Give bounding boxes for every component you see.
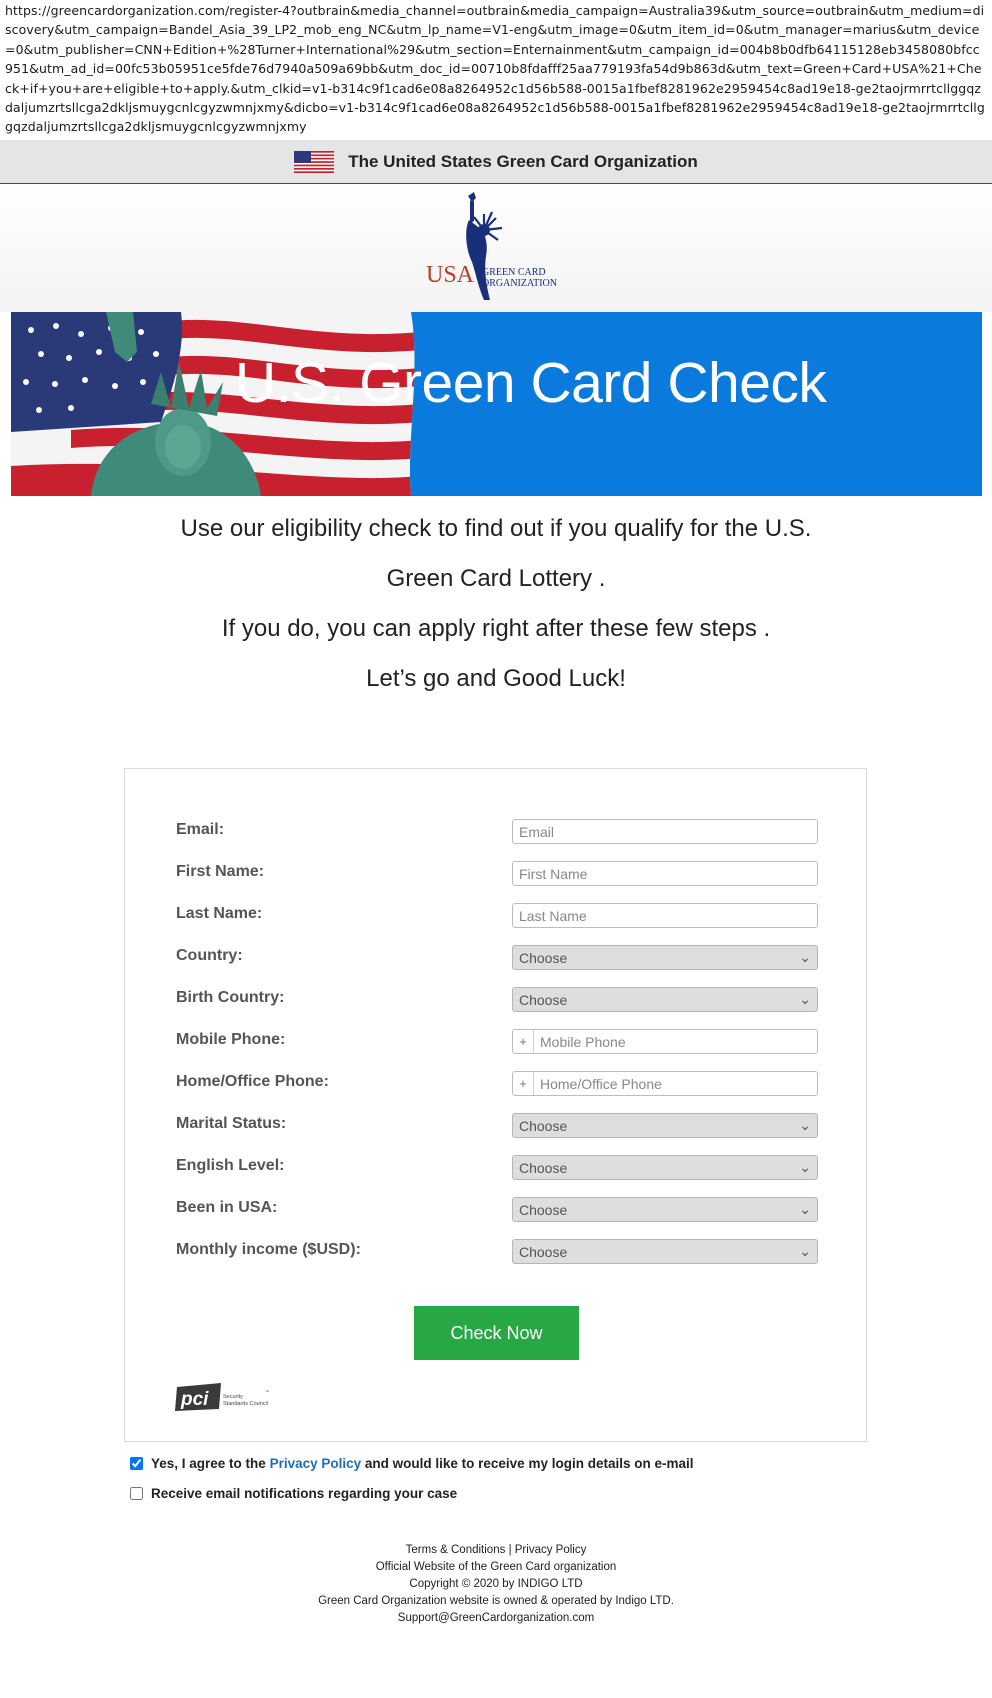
monthly-income-select[interactable] xyxy=(512,1239,818,1264)
country-label: Country: xyxy=(176,947,243,964)
monthly-income-label: Monthly income ($USD): xyxy=(176,1241,361,1258)
email-label: Email: xyxy=(176,821,225,838)
mobile-phone-prefix: + xyxy=(513,1030,534,1053)
marital-status-select-value: Choose xyxy=(519,1117,568,1134)
check-now-button[interactable]: Check Now xyxy=(414,1306,579,1360)
last-name-label: Last Name: xyxy=(176,905,263,922)
marital-status-row xyxy=(125,1113,868,1139)
footer-official: Official Website of the Green Card organization xyxy=(375,1561,617,1573)
logo-usa-text: USA xyxy=(426,262,475,288)
pci-tm-text: ™ xyxy=(265,1389,269,1394)
last-name-input[interactable] xyxy=(512,903,818,928)
hero-banner xyxy=(11,312,982,496)
country-select-value: Choose xyxy=(519,949,568,966)
birth-country-label: Birth Country: xyxy=(176,989,285,1006)
english-level-row xyxy=(125,1155,868,1181)
birth-country-select-value: Choose xyxy=(519,991,568,1008)
logo-line2-text: ORGANIZATION xyxy=(482,278,557,289)
footer-links xyxy=(0,1544,992,1556)
english-level-select-value: Choose xyxy=(519,1159,568,1176)
privacy-agreement-text xyxy=(151,1456,693,1471)
been-in-usa-row xyxy=(125,1197,868,1223)
logo-line1-text: GREEN CARD xyxy=(482,267,546,278)
chevron-down-icon: ⌄ xyxy=(799,1201,811,1217)
mobile-phone-input[interactable] xyxy=(534,1030,817,1053)
logo-area xyxy=(0,184,992,312)
footer-owned: Green Card Organization website is owned & operated by Indigo LTD. xyxy=(318,1595,674,1607)
intro-line-4: Let’s go and Good Luck! xyxy=(366,665,626,692)
us-flag-icon xyxy=(294,151,334,173)
privacy-agreement[interactable] xyxy=(130,1456,693,1471)
email-row xyxy=(125,819,868,845)
first-name-row xyxy=(125,861,868,887)
terms-link[interactable]: Terms & Conditions xyxy=(405,1544,506,1556)
notifications-checkbox[interactable] xyxy=(130,1487,143,1500)
notifications-agreement[interactable] xyxy=(130,1486,457,1501)
home-phone-prefix: + xyxy=(513,1072,534,1095)
privacy-agreement-prefix: Yes, I agree to the xyxy=(151,1456,266,1471)
intro-line-1: Use our eligibility check to find out if you qualify for the U.S. xyxy=(180,515,812,542)
first-name-label: First Name: xyxy=(176,863,265,880)
pci-line2-text: Standards Council xyxy=(223,1401,268,1407)
privacy-agreement-checkbox[interactable] xyxy=(130,1457,143,1470)
english-level-select[interactable] xyxy=(512,1155,818,1180)
first-name-input[interactable] xyxy=(512,861,818,886)
chevron-down-icon: ⌄ xyxy=(799,1159,811,1175)
chevron-down-icon: ⌄ xyxy=(799,949,811,965)
monthly-income-row xyxy=(125,1239,868,1265)
country-select[interactable] xyxy=(512,945,818,970)
home-phone-field xyxy=(512,1071,818,1096)
home-phone-input[interactable] xyxy=(534,1072,817,1095)
marital-status-select[interactable] xyxy=(512,1113,818,1138)
support-email-link[interactable]: Support@GreenCardorganization.com xyxy=(397,1612,595,1624)
been-in-usa-select[interactable] xyxy=(512,1197,818,1222)
privacy-policy-link[interactable]: Privacy Policy xyxy=(269,1456,362,1471)
green-card-organization-logo xyxy=(424,190,570,308)
page-url-text: https://greencardorganization.com/register-4?outbrain&media_channel=outbrain&media_campaign=Australia39&utm_source=outbrain&utm_medium=discovery&utm_campaign=Bandel_Asia_39_LP2_mob_eng_NC&utm_lp_name=V1-eng&utm_image=0&utm_item_id=0&utm_manager=marius&utm_device=0&utm_publisher=CNN+Edition+%28Turner+International%29&utm_section=Enternainment&utm_campaign_id=004b8b0dfb64115128eb3458080bfcc951&utm_ad_id=00fc53b05951ce5fde76d7940a509a69bb&utm_doc_id=00710b8fdafff25aa779193fa54d9b863d&utm_text=Green+Card+USA%21+Check+if+you+are+eligible+to+apply.&utm_clkid=v1-b314c9f1cad6e08a8264952c1d56b588-0015a1fbef8281962e2959454c8ad19e18-ge2taojrmrrtcllggqzdaljumzrtsllcga2dkljsmuygcnlcgyzwmnjxmy&dicbo=v1-b314c9f1cad6e08a8264952c1d56b588-0015a1fbef8281962e2959454c8ad19e18-ge2taojrmrrtcllggqzdaljumzrtsllcga2dkljsmuygcnlcgyzwmnjxmy xyxy=(5,3,985,135)
footer-copyright: Copyright © 2020 by INDIGO LTD xyxy=(409,1578,583,1590)
chevron-down-icon: ⌄ xyxy=(799,1117,811,1133)
home-phone-row xyxy=(125,1071,868,1097)
marital-status-label: Marital Status: xyxy=(176,1115,287,1132)
mobile-phone-row xyxy=(125,1029,868,1055)
pci-mark-text: pci xyxy=(181,1389,209,1410)
email-input[interactable] xyxy=(512,819,818,844)
intro-line-2: Green Card Lottery . xyxy=(386,565,606,592)
notifications-text: Receive email notifications regarding your case xyxy=(151,1486,458,1501)
banner-title: U.S. Green Card Check xyxy=(235,351,827,415)
english-level-label: English Level: xyxy=(176,1157,285,1174)
last-name-row xyxy=(125,903,868,929)
pci-line1-text: Security xyxy=(223,1394,243,1400)
site-header-bar xyxy=(0,140,992,184)
footer-separator: | xyxy=(508,1544,512,1556)
mobile-phone-field xyxy=(512,1029,818,1054)
country-row xyxy=(125,945,868,971)
birth-country-row xyxy=(125,987,868,1013)
chevron-down-icon: ⌄ xyxy=(799,1243,811,1259)
chevron-down-icon: ⌄ xyxy=(799,991,811,1007)
home-phone-label: Home/Office Phone: xyxy=(176,1073,329,1090)
intro-line-3: If you do, you can apply right after these few steps . xyxy=(221,615,771,642)
birth-country-select[interactable] xyxy=(512,987,818,1012)
site-title: The United States Green Card Organization xyxy=(348,151,698,171)
monthly-income-select-value: Choose xyxy=(519,1243,568,1260)
been-in-usa-select-value: Choose xyxy=(519,1201,568,1218)
been-in-usa-label: Been in USA: xyxy=(176,1199,278,1216)
mobile-phone-label: Mobile Phone: xyxy=(176,1031,286,1048)
footer-privacy-link[interactable]: Privacy Policy xyxy=(514,1544,587,1556)
privacy-agreement-suffix: and would like to receive my login details on e-mail xyxy=(364,1456,694,1471)
eligibility-form xyxy=(124,768,867,1442)
pci-security-logo xyxy=(175,1381,273,1413)
